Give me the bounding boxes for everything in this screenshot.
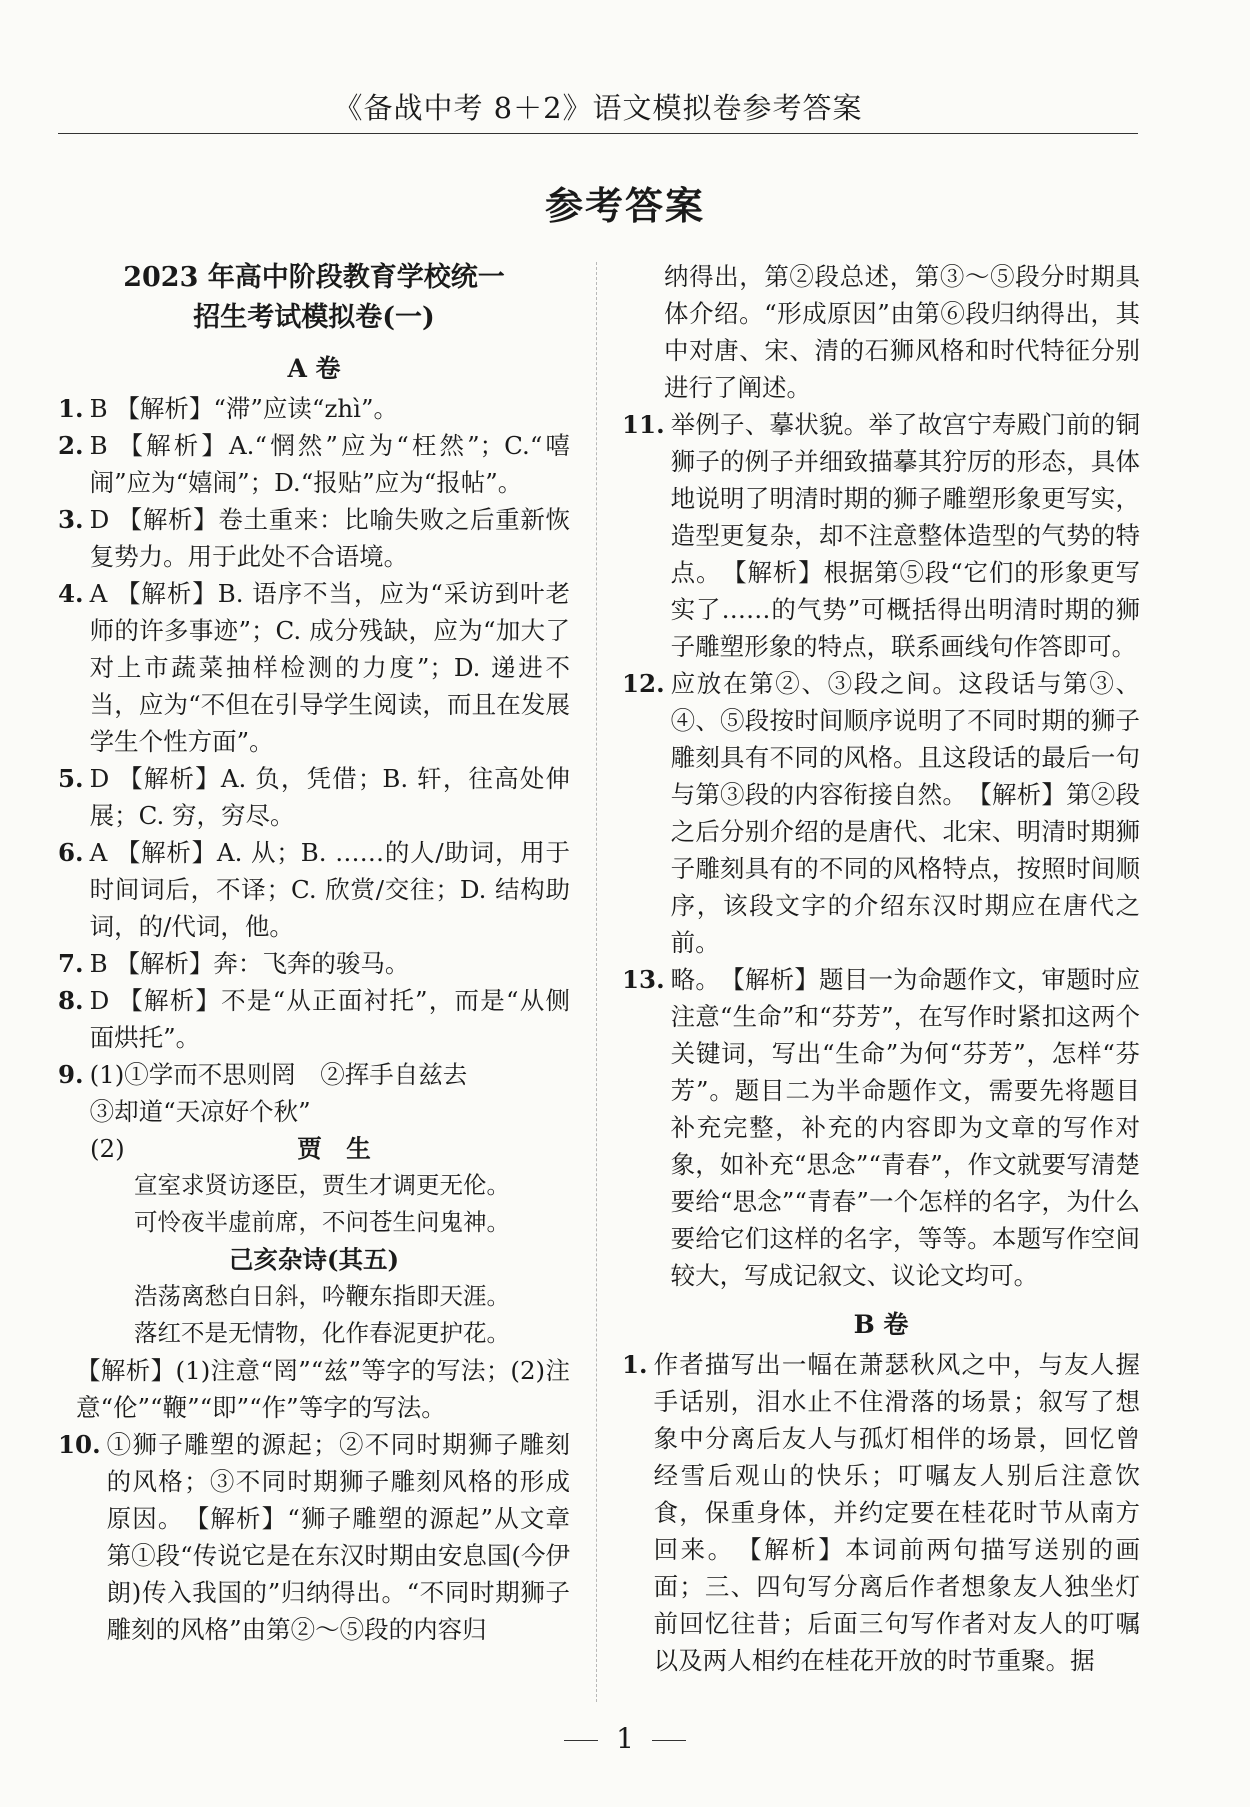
item-text: D 【解析】卷土重来：比喻失败之后重新恢复势力。用于此处不合语境。 <box>89 505 570 571</box>
item-text: D 【解析】不是“从正面衬托”，而是“从侧面烘托”。 <box>89 986 570 1052</box>
poem1-title: 贾 生 <box>297 1134 371 1163</box>
answer-item-12 <box>622 665 1140 961</box>
item-text: ①狮子雕塑的源起；②不同时期狮子雕刻的风格；③不同时期狮子雕刻风格的形成原因。 【解析】“狮子雕塑的源起”从文章第①段“传说它是在东汉时期由安息国(今伊朗)传入我国的”归纳得出。“不同时期狮子雕刻的风格”由第②～⑤段的内容归 <box>106 1430 570 1644</box>
item-number: 3. <box>58 505 84 534</box>
exam-title-line1: 2023 年高中阶段教育学校统一 <box>123 262 505 293</box>
item-text: B 【解析】A.“惘然”应为“枉然”；C.“嘻闹”应为“嬉闹”；D.“报贴”应为“报帖”。 <box>89 431 570 497</box>
right-column <box>622 258 1140 1679</box>
page-number-dash-right <box>652 1740 686 1741</box>
item-number: 4. <box>58 579 84 608</box>
item-number: 11. <box>622 410 665 439</box>
item-number: 7. <box>58 949 84 978</box>
item-number: 8. <box>58 986 84 1015</box>
q9-analysis: 【解析】(1)注意“罔”“兹”等字的写法；(2)注意“伦”“鞭”“即”“作”等字的写法。 <box>76 1356 570 1422</box>
item-number: 5. <box>58 764 84 793</box>
page-title: 参考答案 <box>544 183 705 228</box>
poem1-line2: 可怜夜半虚前席，不问苍生问鬼神。 <box>134 1208 510 1236</box>
item-text: 略。 【解析】题目一为命题作文，审题时应注意“生命”和“芬芳”，在写作时紧扣这两个关键词，写出“生命”为何“芬芳”，怎样“芬芳”。题目二为半命题作文，需要先将题目补充完整，补充的内容即为文章的写作对象，如补充“思念”“青春”，作文就要写清楚要给“思念”“青春”一个怎样的名字，为什么要给它们这样的名字，等等。本题写作空间较大，写成记叙文、议论文均可。 <box>670 965 1140 1290</box>
q9-part1-line1: (1)①学而不思则罔 ②挥手自兹去 <box>89 1060 468 1089</box>
q9-part1-line2: ③却道“天凉好个秋” <box>89 1097 311 1126</box>
item-text: 举例子、摹状貌。举了故宫宁寿殿门前的铜狮子的例子并细致描摹其狞厉的形态，具体地说明了明清时期的狮子雕塑形象更写实，造型更复杂，却不注意整体造型的气势的特点。 【解析】根据第⑤段“它们的形象更写实了……的气势”可概括得出明清时期的狮子雕塑形象的特点，联系画线句作答即可。 <box>670 410 1140 661</box>
exam-title-line2: 招生考试模拟卷(一) <box>193 302 435 333</box>
answer-item-8 <box>58 982 570 1056</box>
section-b-heading: B 卷 <box>853 1310 909 1339</box>
left-column <box>58 258 570 1648</box>
item-number: 12. <box>622 669 665 698</box>
q10-continued: 纳得出，第②段总述，第③～⑤段分时期具体介绍。“形成原因”由第⑥段归纳得出，其中对唐、宋、清的石狮风格和时代特征分别进行了阐述。 <box>664 262 1140 402</box>
poem2-line1: 浩荡离愁白日斜，吟鞭东指即天涯。 <box>134 1282 510 1310</box>
answer-item-11 <box>622 406 1140 665</box>
answer-item-9 <box>58 1056 570 1130</box>
answer-item-1 <box>58 390 570 427</box>
q9-part2-label: (2) <box>90 1134 125 1163</box>
item-text: D 【解析】A. 负，凭借；B. 轩，往高处伸展；C. 穷，穷尽。 <box>89 764 570 830</box>
answer-item-3 <box>58 501 570 575</box>
item-number: 2. <box>58 431 84 460</box>
section-a-heading: A 卷 <box>287 354 341 383</box>
answer-item-4 <box>58 575 570 760</box>
q9-part2 <box>58 1130 570 1167</box>
item-text: 作者描写出一幅在萧瑟秋风之中，与友人握手话别，泪水止不住滑落的场景；叙写了想象中分离后友人与孤灯相伴的场景，回忆曾经雪后观山的快乐；叮嘱友人别后注意饮食，保重身体，并约定要在桂花时节从南方回来。 【解析】本词前两句描写送别的画面；三、四句写分离后作者想象友人独坐灯前回忆往昔；后面三句写作者对友人的叮嘱以及两人相约在桂花开放的时节重聚。据 <box>653 1350 1140 1675</box>
answer-item-2 <box>58 427 570 501</box>
poem1-line1: 宣室求贤访逐臣，贾生才调更无伦。 <box>134 1171 510 1199</box>
running-header: 《备战中考 8＋2》语文模拟卷参考答案 <box>333 91 863 125</box>
answer-item-7 <box>58 945 570 982</box>
answer-item-6 <box>58 834 570 945</box>
item-text: A 【解析】B. 语序不当，应为“采访到叶老师的许多事迹”；C. 成分残缺，应为“加大了对上市蔬菜抽样检测的力度”；D. 递进不当，应为“不但在引导学生阅读，而且在发展学生个性方面”。 <box>89 579 570 756</box>
answer-item-b1 <box>622 1346 1140 1679</box>
item-number: 6. <box>58 838 84 867</box>
poem2-line2: 落红不是无情物，化作春泥更护花。 <box>134 1319 510 1347</box>
answer-item-10 <box>58 1426 570 1648</box>
item-number: 10. <box>58 1430 101 1459</box>
item-number: 9. <box>58 1060 84 1089</box>
item-number: 13. <box>622 965 665 994</box>
header-rule <box>58 133 1138 134</box>
item-number: 1. <box>58 394 84 423</box>
page-number-dash-left <box>564 1740 598 1741</box>
item-text: A 【解析】A. 从；B. ……的人/助词，用于时间词后，不译；C. 欣赏/交往；D. 结构助词，的/代词，他。 <box>89 838 570 941</box>
answer-item-13 <box>622 961 1140 1294</box>
poem2-title: 己亥杂诗(其五) <box>228 1245 400 1274</box>
item-text: 应放在第②、③段之间。这段话与第③、④、⑤段按时间顺序说明了不同时期的狮子雕刻具有不同的风格。且这段话的最后一句与第③段的内容衔接自然。 【解析】第②段之后分别介绍的是唐代、北宋、明清时期狮子雕刻具有的不同的风格特点，按照时间顺序，该段文字的介绍东汉时期应在唐代之前。 <box>670 669 1140 957</box>
item-number: 1. <box>622 1350 648 1379</box>
item-text: B 【解析】奔：飞奔的骏马。 <box>89 949 410 978</box>
answer-item-5 <box>58 760 570 834</box>
page-number <box>0 1722 1250 1755</box>
item-text: B 【解析】“滞”应读“zhì”。 <box>89 394 398 423</box>
column-divider <box>596 262 597 1702</box>
page-number-value: 1 <box>616 1722 634 1755</box>
